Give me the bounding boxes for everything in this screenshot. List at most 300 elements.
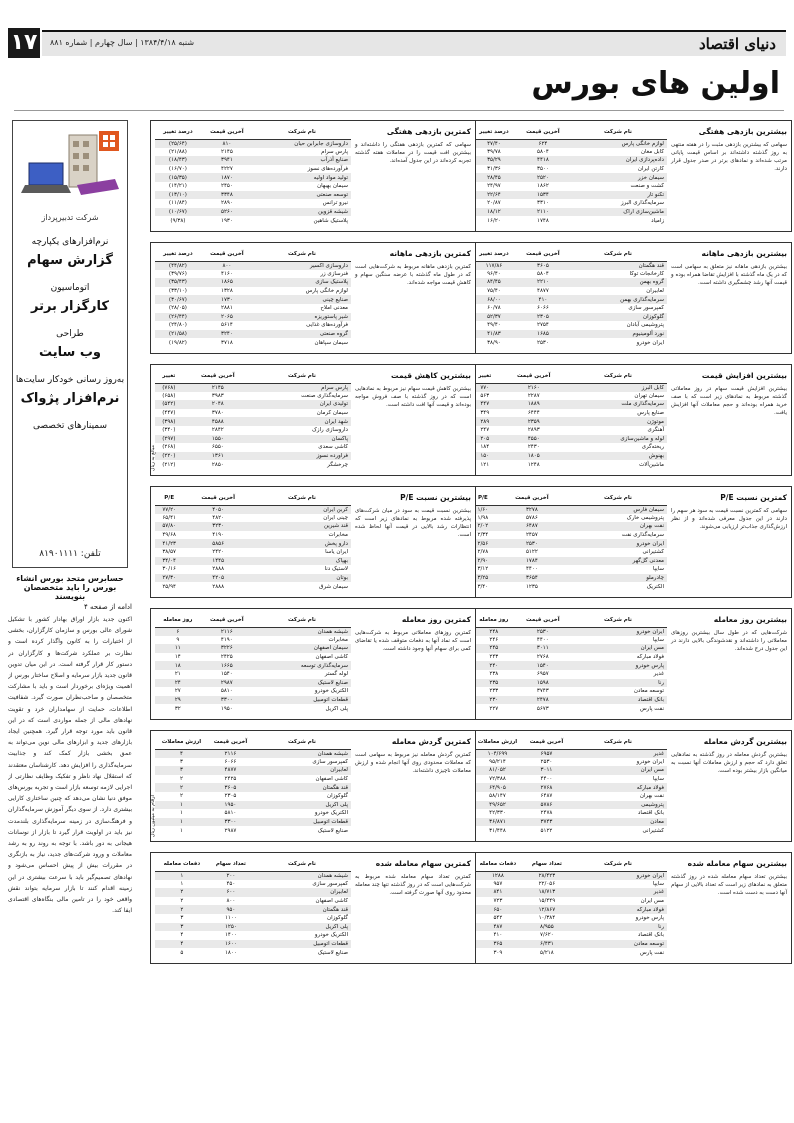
table-cell: کاشی اصفهان	[315, 654, 348, 661]
table-row	[471, 775, 667, 784]
table-cell: ۳۴۹	[480, 410, 490, 417]
table-row	[155, 783, 351, 792]
stock-table	[471, 125, 667, 225]
table-row	[155, 338, 351, 347]
panel-description: شرکت‌هایی که در طول سال بیشترین روزهای معاملاتی را داشته‌اند و نقدشوندگی بالایی دارند در این جدول درج شده‌اند.	[671, 630, 787, 652]
table-cell: داروسازی جابرابن حیان	[253, 139, 351, 148]
table-cell: ۱۱۰۰	[224, 915, 237, 922]
column-header: آخرین قیمت	[183, 491, 253, 505]
ad-company-name: شرکت تدبیرپرداز	[41, 213, 99, 222]
table-cell: ۲۳۰۵	[517, 313, 569, 322]
table-cell: ۲۹۸۷	[201, 679, 253, 688]
table-row	[471, 505, 667, 514]
table-cell: ۲۷۶۸	[524, 783, 569, 792]
table-cell: ۱	[155, 801, 208, 810]
table-cell: ۱۸۴	[480, 444, 490, 451]
table-cell: کاشی اصفهان	[315, 898, 348, 905]
table-cell: ۲۸۵۰	[211, 461, 224, 468]
column-header: P/E	[155, 491, 183, 505]
table-cell: ۶۴/۹۰۵	[471, 783, 524, 792]
table-cell: شیشه قزوین	[253, 208, 351, 217]
table-row	[471, 644, 667, 653]
table-cell: کمپرسور سازی	[312, 758, 348, 765]
table-cell: ۴۱۰	[517, 295, 569, 304]
table-cell: ۳۲۷۸	[495, 505, 569, 514]
table-cell: ۴۲/۳۳۰	[489, 810, 506, 817]
column-header: نام شرکت	[253, 369, 351, 383]
table-cell: ۱۸۷۰	[201, 173, 253, 182]
table-cell: غدیر	[569, 749, 667, 758]
column-header: نام شرکت	[569, 247, 667, 261]
table-row	[471, 278, 667, 287]
table-cell: سایپا	[652, 566, 664, 573]
column-header: نام شرکت	[253, 491, 351, 505]
table-cell: فنرسازی زر	[320, 270, 348, 277]
table-cell: (۲۲۰)	[155, 452, 183, 461]
table-cell: ۳۶/۸۷۱	[471, 818, 524, 827]
table-cell: ۵۲/۳۷	[471, 313, 517, 322]
table-cell: ۵۸۰۴	[537, 148, 549, 155]
column-header: آخرین قیمت	[208, 735, 253, 749]
table-cell: ۴۴۰۰	[525, 566, 538, 573]
table-cell: ۱۲۵۰	[209, 923, 253, 932]
table-cell: ۲۴۲۵	[224, 776, 237, 783]
table-cell: ۲۴۳۰	[527, 444, 540, 451]
table-cell: سیمان سپاهان	[314, 339, 348, 346]
table-row	[155, 165, 351, 174]
table-cell: سرمایه‌گذاری نفت	[621, 532, 664, 539]
table-cell: پتروشیمی	[569, 801, 667, 810]
table-cell: ۱۸۰۵	[499, 452, 569, 461]
table-cell: ۴۹/۶۵۲	[471, 801, 524, 810]
table-cell: ۲۸/۴۲۳	[525, 871, 569, 880]
table-cell: الکتریک خودرو	[314, 932, 348, 939]
table-cell: (۳۹۸)	[155, 417, 183, 426]
table-cell: توسعه معادن	[569, 940, 667, 949]
table-cell: ۶۹۵۷	[524, 749, 569, 758]
table-row	[471, 766, 667, 775]
table-cell: شیر پاستوریزه	[253, 313, 351, 322]
table-cell: ۳/۴۰	[477, 583, 489, 590]
table-cell: ۷۷۰	[471, 383, 499, 392]
table-cell: بهنوش	[569, 452, 667, 461]
table-cell: ۳۶۰۵	[208, 783, 253, 792]
table-cell: کمپرسور سازی	[312, 880, 348, 887]
table-row	[471, 696, 667, 705]
table-cell: ۳	[180, 915, 184, 922]
table-cell: الکتریک خودرو	[314, 810, 348, 817]
table-row	[471, 758, 667, 767]
table-cell: ۱	[179, 827, 183, 834]
table-cell: گروه صنعتی	[253, 330, 351, 339]
table-cell: ۴۱۶۰	[221, 270, 233, 277]
panel-description: کمترین بازدهی ماهانه مربوط به شرکت‌هایی است که در طول ماه گذشته با عرضه سنگین سهام و کاهش قیمت مواجه شده‌اند.	[355, 264, 471, 286]
table-cell: پلی اکریل	[253, 801, 351, 810]
table-cell: شیشه همدان	[253, 627, 351, 636]
table-cell: پارس خودرو	[635, 915, 664, 922]
table-cell: ۶۴۸۷	[540, 793, 553, 800]
table-row	[471, 426, 667, 435]
table-cell: ۳/۲۵	[471, 574, 495, 583]
table-row	[155, 383, 351, 392]
table-cell: (۲۸/۰۵)	[168, 305, 187, 312]
table-cell: ۴۱۹۰	[212, 532, 225, 539]
panel-title: بیشترین بازدهی ماهانه	[701, 249, 787, 258]
stock-table	[155, 247, 351, 347]
table-cell: ۲	[179, 793, 183, 800]
table-cell: رنا	[569, 923, 667, 932]
table-row	[155, 270, 351, 279]
table-cell: ۲۷۵۴	[537, 322, 549, 329]
table-cell: ۹۵/۲۱۴	[489, 758, 506, 765]
panel-title: کمترین گردش معامله	[391, 737, 471, 746]
table-cell: ۱/۹۸	[477, 514, 489, 521]
table-cell: شیشه همدان	[253, 749, 351, 758]
table-cell: ۲۵۳۰	[517, 627, 569, 636]
table-cell: ۲۸۹۰	[221, 200, 233, 207]
table-cell: پارس سرام	[321, 148, 348, 155]
table-cell: ۴۹/۴۰	[487, 322, 501, 329]
table-cell: ۳۰۹	[493, 949, 503, 956]
table-cell: ۲۰۴۸	[183, 400, 253, 409]
table-row	[155, 443, 351, 452]
table-cell: لعابیران	[253, 888, 351, 897]
table-cell: ۲۴۳	[489, 654, 499, 661]
table-cell: ۲۰۶۵	[201, 313, 253, 322]
table-cell: ۶۰/۷۸	[487, 305, 501, 312]
table-row	[155, 514, 351, 523]
stock-panel-low-pe	[466, 486, 792, 598]
table-cell: (۲۵/۶۴)	[155, 139, 201, 148]
column-header: تغییر	[471, 369, 499, 383]
table-row	[155, 809, 351, 818]
table-cell: ۱۷۸۴	[495, 557, 569, 566]
table-cell: ۲	[180, 898, 184, 905]
table-cell: رنا	[569, 679, 667, 688]
table-cell: ۲۲۸۷	[527, 392, 540, 399]
table-cell: ۶۵۰	[471, 905, 525, 914]
column-header: نام شرکت	[569, 369, 667, 383]
table-cell: ۵۷۸۶	[524, 801, 569, 810]
table-row	[155, 505, 351, 514]
brand-logo: دنیای اقتصاد	[698, 35, 776, 53]
header-bar	[42, 30, 786, 56]
table-cell: ۱۵۴۰	[517, 661, 569, 670]
table-cell: ۵۶۳	[480, 392, 490, 399]
table-cell: کابل البرز	[569, 383, 667, 392]
table-row	[155, 139, 351, 148]
table-cell: ۱۷۴۸	[537, 217, 549, 224]
table-row	[155, 670, 351, 679]
table-cell: بانک اقتصاد	[569, 696, 667, 705]
table-cell: الکتریک خودرو	[314, 688, 348, 695]
table-cell: ۷۲۳	[493, 898, 503, 905]
column-header: آخرین قیمت	[495, 491, 569, 505]
table-cell: ایران خودرو	[569, 871, 667, 880]
table-cell: ۲/۷۸	[477, 549, 489, 556]
table-cell: ۶۰۶۶	[537, 305, 549, 312]
table-cell: ۳۷۴۳	[524, 818, 569, 827]
table-row	[155, 923, 351, 932]
column-header: نام شرکت	[569, 735, 667, 749]
table-cell: ۲۴۵	[471, 644, 517, 653]
column-header: درصد تغییر	[155, 125, 201, 139]
table-cell: لاستیک دنا	[324, 566, 348, 573]
table-cell: ۱	[179, 810, 183, 817]
table-cell: (۳۵/۴۳)	[155, 278, 201, 287]
table-cell: ۳/۱۲	[477, 566, 489, 573]
table-row	[471, 897, 667, 906]
table-cell: صنایع آذرآب	[253, 156, 351, 165]
stock-table	[155, 369, 351, 469]
table-cell: ۱۸/۷۱۳	[525, 888, 569, 897]
table-row	[155, 888, 351, 897]
table-cell: ایران یاسا	[325, 549, 348, 556]
table-row	[155, 871, 351, 880]
table-cell: بانک اقتصاد	[637, 810, 664, 817]
table-cell: ۱	[155, 818, 208, 827]
column-header: آخرین قیمت	[201, 125, 253, 139]
table-cell: ۴۱/۲۳	[155, 539, 183, 548]
table-cell: ۲۱	[174, 671, 181, 678]
table-row	[155, 531, 351, 540]
table-cell: کشت و صنعت	[630, 183, 664, 190]
stock-table	[155, 735, 351, 835]
table-cell: ۲۴۵۰	[221, 183, 233, 190]
ad-line: کارگزار برتر	[31, 299, 109, 314]
panel-description: کمترین گردش معامله نیز مربوط به سهامی است که معاملات محدودی روی آنها انجام شده و ارزش معاملات ناچیزی داشته‌اند.	[355, 752, 471, 774]
table-cell: بوتان	[253, 574, 351, 583]
column-header: آخرین قیمت	[517, 613, 569, 627]
table-row	[471, 392, 667, 401]
table-cell: مس ایران	[640, 898, 664, 905]
table-cell: ۴۴۱۸	[517, 156, 569, 165]
table-cell: بانک اقتصاد	[637, 932, 664, 939]
table-cell: کابل مغان	[640, 148, 664, 155]
ad-line: سمینارهای تخصصی	[32, 421, 108, 431]
table-row	[155, 313, 351, 322]
table-cell: مس ایران	[569, 644, 667, 653]
table-cell: ۲	[155, 783, 208, 792]
table-cell: ۲۸۴۲	[211, 427, 224, 434]
table-row	[155, 261, 351, 270]
table-row	[155, 304, 351, 313]
table-cell: ۶۴۴۴	[527, 410, 540, 417]
table-cell: ۳۶۵	[471, 940, 525, 949]
table-row	[471, 880, 667, 889]
table-cell: (۲۱/۸۸)	[168, 148, 187, 155]
table-cell: ۶۸/۰۰	[471, 295, 517, 304]
table-row	[471, 539, 667, 548]
table-cell: سایپا	[652, 636, 664, 643]
table-cell: نفت بهران	[639, 793, 664, 800]
table-cell: صنایع چینی	[253, 295, 351, 304]
table-cell: ۳۹/۷۸	[487, 148, 501, 155]
table-row	[471, 522, 667, 531]
table-cell: پتروشیمی آبادان	[626, 322, 664, 329]
table-cell: ۴۸۷۷	[208, 766, 253, 775]
table-cell: (۱۳/۱۰)	[155, 191, 201, 200]
stock-table	[471, 613, 667, 713]
table-cell: ۴۱۰	[493, 932, 503, 939]
table-row	[155, 435, 351, 444]
table-cell: ایران خودرو	[569, 627, 667, 636]
table-cell: نورد آلومینیوم	[569, 330, 667, 339]
table-cell: ۸۰۰	[201, 261, 253, 270]
table-cell: شهد ایران	[253, 417, 351, 426]
table-cell: ۱۵۵۰	[183, 435, 253, 444]
page-title: اولین های بورس	[531, 66, 780, 101]
table-row	[471, 636, 667, 645]
table-cell: ۴۸۷	[471, 923, 525, 932]
table-cell: ۵۷/۸۰	[155, 522, 183, 531]
table-row	[471, 338, 667, 347]
table-cell: ۵۸/۱۴۷	[489, 793, 506, 800]
table-cell: پارس سرام	[253, 383, 351, 392]
table-cell: (۲۱۲)	[162, 461, 176, 468]
table-cell: (۷۶۸)	[155, 383, 183, 392]
ad-line: نرم‌افزارهای یکپارچه	[31, 237, 109, 247]
table-cell: فولاد مبارکه	[636, 654, 664, 661]
table-cell: گلوکوزان	[569, 313, 667, 322]
table-cell: ۴۱/۸۳	[471, 330, 517, 339]
table-cell: ۲۴۲۰	[212, 549, 225, 556]
table-row	[155, 460, 351, 469]
table-row	[155, 704, 351, 713]
table-cell: ۳۹۴۱	[201, 156, 253, 165]
table-cell: کشتیرانی	[642, 827, 664, 834]
ad-line: به‌روز رسانی خودکار سایت‌ها	[15, 375, 125, 385]
table-cell: ۲	[155, 905, 209, 914]
table-row	[471, 304, 667, 313]
table-cell: ۲۸/۴۵	[471, 173, 517, 182]
table-cell: (۹/۳۸)	[170, 217, 186, 224]
column-header: آخرین قیمت	[499, 369, 569, 383]
table-cell: (۱۸/۴۳)	[155, 156, 201, 165]
column-header: آخرین قیمت	[517, 247, 569, 261]
table-cell: قند هگمتان	[253, 783, 351, 792]
table-cell: (۴۴۷)	[162, 410, 176, 417]
table-cell: ۹۵۷	[493, 880, 503, 887]
table-cell: (۳۰/۶۷)	[155, 295, 201, 304]
table-cell: ۱۵۹۸	[517, 679, 569, 688]
table-row	[155, 826, 351, 835]
table-row	[471, 139, 667, 148]
table-cell: ۲۴۷	[480, 427, 490, 434]
table-cell: ۹۶/۴۰	[487, 270, 501, 277]
table-cell: ۴۰۵۰	[183, 505, 253, 514]
table-cell: ۱۰/۳۸۴	[538, 915, 556, 922]
advertisement[interactable]	[12, 120, 128, 568]
table-cell: ۶۴۸۷	[495, 522, 569, 531]
table-row	[155, 156, 351, 165]
table-row	[155, 801, 351, 810]
table-cell: ۲۱۴۵	[183, 383, 253, 392]
table-cell: ۲۷/۳۰	[155, 574, 183, 583]
table-cell: غدیر	[569, 888, 667, 897]
table-cell: توسعه صنعتی	[253, 191, 351, 200]
table-cell: قند هگمتان	[253, 905, 351, 914]
table-cell: ۲۴۷۸	[540, 810, 553, 817]
table-row	[471, 321, 667, 330]
table-cell: ۳۰۱۱	[517, 644, 569, 653]
column-header: درصد تغییر	[471, 247, 517, 261]
table-cell: لعابیران	[253, 766, 351, 775]
table-row	[155, 199, 351, 208]
table-cell: ۶/۴۳۱	[525, 940, 569, 949]
table-cell: کربن ایران	[253, 505, 351, 514]
table-cell: ۶۵۵۰	[211, 444, 224, 451]
table-cell: ۸۱/۰۵۲	[471, 766, 524, 775]
table-row	[471, 208, 667, 217]
table-cell: کارتن ایران	[637, 166, 664, 173]
table-row	[155, 661, 351, 670]
table-cell: ۱/۶۰	[471, 505, 495, 514]
table-cell: سرمایه‌گذاری بهمن	[569, 295, 667, 304]
article-body: اکنون جدید بازار اوراق بهادار کشور با تشکیل شورای عالی بورس و سازمان کارگزاران، بخشی از اختیارات را به کانون واگذار کرده است و نظارت بر عملکرد شرکت‌ها و کارگزاران در دستور کار قرار گرفته است. در این میان تدوین قانون جدید بازار سرمایه و اصلاح ساختار بورس از اهمیت ویژه‌ای برخوردار است و باید با مشارکت متخصصان و صاحب‌نظران صورت گیرد. شفافیت اطلاعات، حمایت از سهامداران خرد و تقویت نهادهای مالی از جمله مواردی است که در این قانون باید مورد توجه قرار گیرد. همچنین ایجاد بازارهای جدید و ابزارهای مالی نوین می‌تواند به عمق بخشی بازار کمک کند و جذابیت سرمایه‌گذاری را افزایش دهد. کارشناسان معتقدند که استقلال نهاد ناظر و تفکیک وظایف نظارتی از اجرایی لازمه توسعه بازار است و تجربه بورس‌های موفق دنیا نشان می‌دهد که چنین ساختاری کارایی بیشتری دارد. از سوی دیگر آموزش سرمایه‌گذاران و فرهنگ‌سازی در زمینه سرمایه‌گذاری بلندمدت نیز باید در اولویت قرار گیرد تا بازار از نوسانات هیجانی به دور باشد. با توجه به روند رو به رشد معاملات و ورود شرکت‌های جدید، نیاز به بازنگری در مقررات بیش از پیش احساس می‌شود و نهادهای تصمیم‌گیر باید با سرعت بیشتری در این زمینه اقدام کنند تا بازار سرمایه بتواند نقش واقعی خود را در تامین مالی بنگاه‌های اقتصادی ایفا کند.	[8, 616, 132, 915]
table-cell: ۴	[155, 940, 209, 949]
table-cell: (۱۶/۷۰)	[168, 166, 187, 173]
panel-title: کمترین بازدهی هفتگی	[386, 127, 471, 136]
table-cell: ۱۹۳۰	[221, 217, 233, 224]
table-cell: ۱۵۴۰	[220, 671, 233, 678]
table-row	[155, 557, 351, 566]
table-cell: گروه بهمن	[569, 278, 667, 287]
table-cell: ۱۶۰۰	[209, 940, 253, 949]
table-cell: ۲۳۸	[489, 671, 499, 678]
table-cell: کمپرسور سازی	[628, 305, 664, 312]
table-row	[471, 679, 667, 688]
table-cell: ۱۴	[174, 654, 181, 661]
table-cell: ۲/۰۲	[471, 522, 495, 531]
table-cell: ۱۸۸۹	[499, 400, 569, 409]
column-header: درصد تغییر	[155, 247, 201, 261]
table-row	[155, 696, 351, 705]
table-row	[155, 914, 351, 923]
ad-line: طراحی	[56, 329, 84, 339]
table-row	[471, 565, 667, 574]
stock-panel-most-days	[466, 608, 792, 720]
table-cell: ۲۴۸	[471, 627, 517, 636]
table-cell: ۷۲/۳۸۸	[489, 776, 506, 783]
table-row	[471, 905, 667, 914]
table-cell: ۲۱۱۶	[208, 749, 253, 758]
table-cell: ۱۶/۲۰	[487, 217, 501, 224]
stock-panel-price-down	[150, 364, 476, 476]
table-row	[471, 801, 667, 810]
table-cell: کارخانجات توکا	[629, 270, 664, 277]
news-article	[8, 574, 132, 1094]
stock-panel-fewest-trades	[150, 730, 476, 842]
table-cell: ۲۹۸۷	[224, 827, 237, 834]
table-cell: ۶۰۶۶	[224, 758, 237, 765]
column-header: آخرین قیمت	[183, 369, 253, 383]
panel-description: بیشترین افزایش قیمت سهام در روز معاملاتی گذشته مربوط به نمادهای زیر است که با صف خرید همراه بوده‌اند و حجم معاملات آنها افزایش یافت.	[671, 386, 787, 416]
table-cell: نیرو ترانس	[322, 200, 348, 207]
page-number: ۱۷	[8, 28, 40, 58]
table-cell: صنایع لاستیک	[317, 827, 348, 834]
table-row	[471, 165, 667, 174]
table-row	[471, 653, 667, 662]
table-cell: ایران خودرو	[636, 339, 664, 346]
table-cell: تولیدی ایران	[253, 400, 351, 409]
table-row	[471, 557, 667, 566]
table-cell: ۳۷۱۸	[221, 339, 233, 346]
panel-title: بیشترین روز معامله	[713, 615, 787, 624]
table-cell: ۵/۲۱۸	[540, 949, 554, 956]
table-row	[471, 531, 667, 540]
table-cell: ۲۵۳۰	[540, 758, 553, 765]
